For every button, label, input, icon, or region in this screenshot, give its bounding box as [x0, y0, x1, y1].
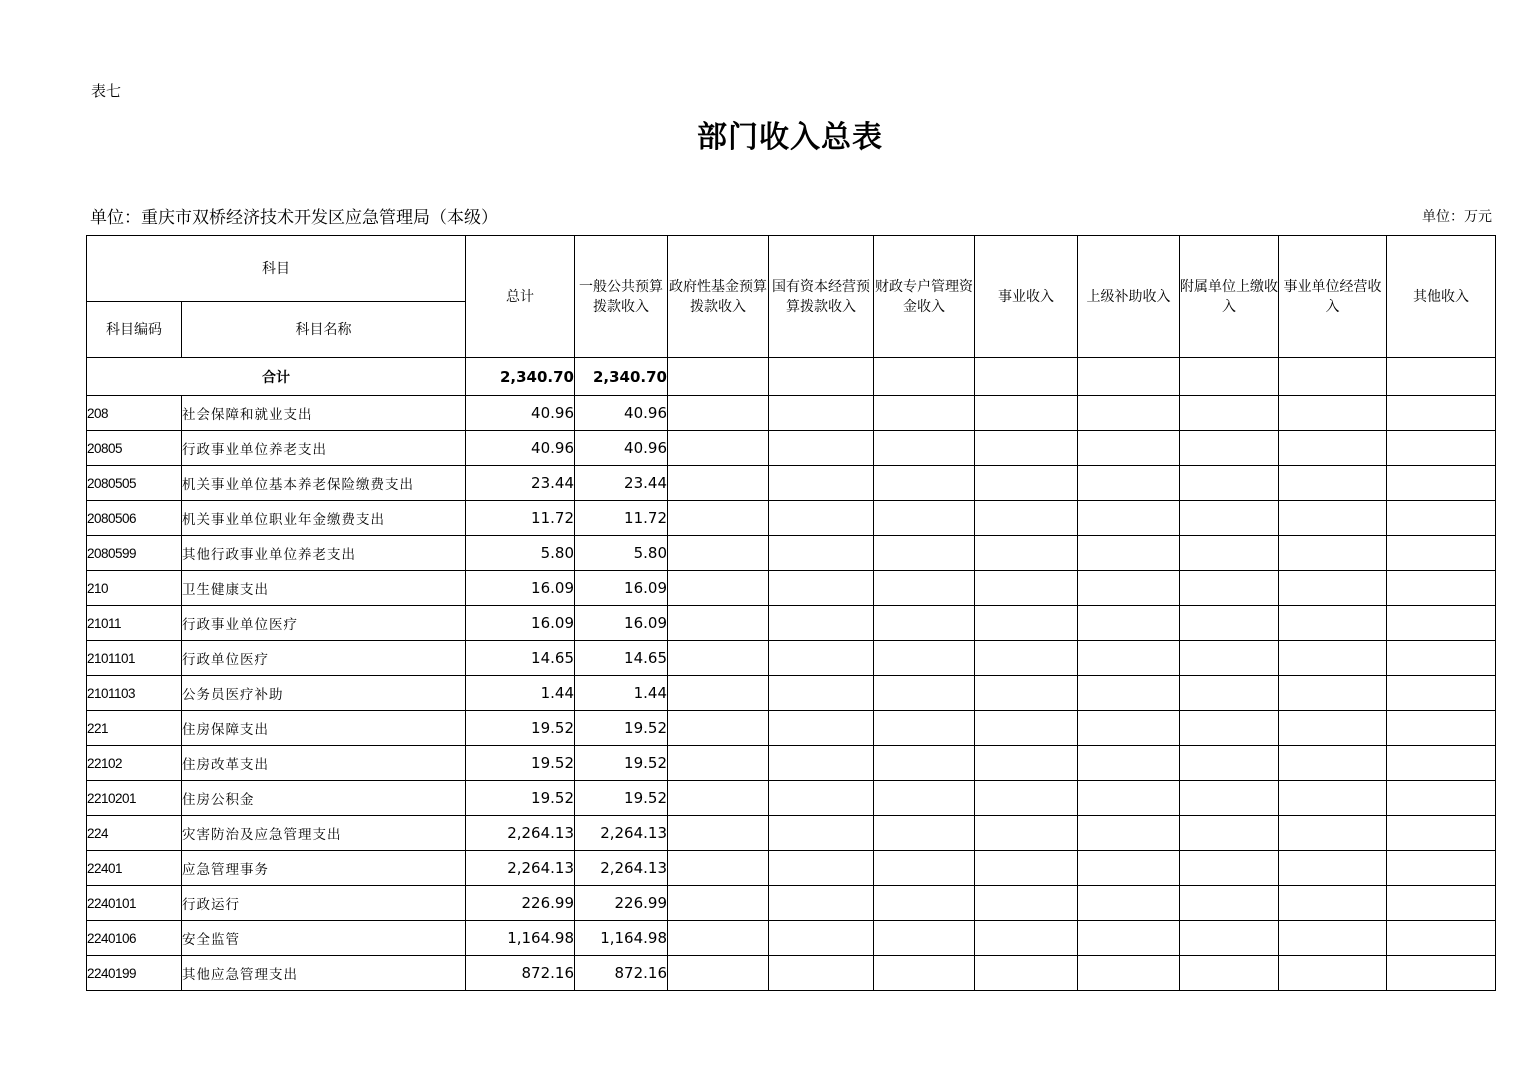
empty-cell: [1078, 921, 1180, 956]
total-cell: 1,164.98: [466, 921, 575, 956]
subject-name-cell: 卫生健康支出: [182, 571, 466, 606]
table-row: [87, 851, 1496, 886]
empty-cell: [874, 396, 975, 431]
total-cell: 11.72: [466, 501, 575, 536]
empty-cell: [769, 536, 874, 571]
subject-code-cell: 2080506: [87, 501, 182, 536]
subject-code-cell: 2101103: [87, 676, 182, 711]
table-row: [87, 746, 1496, 781]
empty-cell: [769, 641, 874, 676]
table-row: [87, 816, 1496, 851]
empty-cell: [1180, 396, 1279, 431]
empty-cell: [769, 358, 874, 396]
empty-cell: [874, 781, 975, 816]
empty-cell: [874, 466, 975, 501]
general-budget-cell: 16.09: [575, 571, 668, 606]
empty-cell: [1279, 641, 1387, 676]
empty-cell: [1078, 396, 1180, 431]
subject-code-cell: 2080505: [87, 466, 182, 501]
subject-name-cell: 行政运行: [182, 886, 466, 921]
empty-cell: [1279, 396, 1387, 431]
empty-cell: [1180, 536, 1279, 571]
total-cell: 19.52: [466, 746, 575, 781]
empty-cell: [1078, 956, 1180, 991]
table-row: [87, 676, 1496, 711]
empty-cell: [1279, 711, 1387, 746]
empty-cell: [975, 886, 1078, 921]
general-budget-cell: 19.52: [575, 711, 668, 746]
empty-cell: [975, 466, 1078, 501]
empty-cell: [1180, 851, 1279, 886]
empty-cell: [1180, 431, 1279, 466]
empty-cell: [1387, 921, 1496, 956]
empty-cell: [1279, 571, 1387, 606]
header-subject-name: 科目名称: [182, 302, 466, 358]
subject-name-cell: 行政单位医疗: [182, 641, 466, 676]
general-budget-cell: 226.99: [575, 886, 668, 921]
empty-cell: [1078, 711, 1180, 746]
empty-cell: [975, 641, 1078, 676]
total-amount: 2,340.70: [466, 358, 575, 396]
total-cell: 23.44: [466, 466, 575, 501]
empty-cell: [1078, 746, 1180, 781]
total-cell: 40.96: [466, 431, 575, 466]
subject-name-cell: 机关事业单位基本养老保险缴费支出: [182, 466, 466, 501]
subject-name-cell: 机关事业单位职业年金缴费支出: [182, 501, 466, 536]
empty-cell: [668, 711, 769, 746]
empty-cell: [1279, 851, 1387, 886]
subject-code-cell: 2080599: [87, 536, 182, 571]
general-budget-cell: 19.52: [575, 781, 668, 816]
empty-cell: [1279, 606, 1387, 641]
page-title: 部门收入总表: [697, 120, 883, 155]
empty-cell: [1387, 606, 1496, 641]
table-row: [87, 641, 1496, 676]
empty-cell: [1387, 676, 1496, 711]
empty-cell: [975, 816, 1078, 851]
empty-cell: [874, 676, 975, 711]
empty-cell: [874, 358, 975, 396]
income-summary-table: [86, 235, 1496, 991]
total-general-budget: 2,340.70: [575, 358, 668, 396]
subject-code-cell: 2101101: [87, 641, 182, 676]
subject-code-cell: 208: [87, 396, 182, 431]
subject-name-cell: 住房改革支出: [182, 746, 466, 781]
empty-cell: [1180, 886, 1279, 921]
subject-code-cell: 2240106: [87, 921, 182, 956]
total-cell: 19.52: [466, 781, 575, 816]
empty-cell: [975, 711, 1078, 746]
empty-cell: [1078, 501, 1180, 536]
unit-organization: 单位：重庆市双桥经济技术开发区应急管理局（本级）: [90, 208, 498, 228]
empty-cell: [874, 711, 975, 746]
empty-cell: [1387, 816, 1496, 851]
subject-code-cell: 2240199: [87, 956, 182, 991]
empty-cell: [1078, 358, 1180, 396]
empty-cell: [874, 921, 975, 956]
subject-code-cell: 2240101: [87, 886, 182, 921]
total-cell: 19.52: [466, 711, 575, 746]
empty-cell: [1387, 956, 1496, 991]
table-row: [87, 571, 1496, 606]
general-budget-cell: 5.80: [575, 536, 668, 571]
empty-cell: [874, 851, 975, 886]
empty-cell: [769, 431, 874, 466]
subject-code-cell: 22401: [87, 851, 182, 886]
general-budget-cell: 2,264.13: [575, 851, 668, 886]
subject-code-cell: 20805: [87, 431, 182, 466]
empty-cell: [769, 711, 874, 746]
total-cell: 16.09: [466, 571, 575, 606]
empty-cell: [1279, 921, 1387, 956]
empty-cell: [769, 466, 874, 501]
empty-cell: [874, 536, 975, 571]
empty-cell: [769, 746, 874, 781]
empty-cell: [769, 571, 874, 606]
empty-cell: [668, 571, 769, 606]
empty-cell: [975, 431, 1078, 466]
empty-cell: [668, 466, 769, 501]
empty-cell: [975, 956, 1078, 991]
subject-name-cell: 安全监管: [182, 921, 466, 956]
empty-cell: [975, 571, 1078, 606]
empty-cell: [1078, 781, 1180, 816]
empty-cell: [769, 606, 874, 641]
table-row: [87, 711, 1496, 746]
empty-cell: [1279, 501, 1387, 536]
empty-cell: [874, 606, 975, 641]
empty-cell: [1180, 358, 1279, 396]
empty-cell: [1279, 536, 1387, 571]
empty-cell: [668, 816, 769, 851]
empty-cell: [668, 676, 769, 711]
empty-cell: [769, 921, 874, 956]
empty-cell: [1180, 571, 1279, 606]
empty-cell: [1078, 466, 1180, 501]
empty-cell: [668, 396, 769, 431]
empty-cell: [1279, 676, 1387, 711]
empty-cell: [975, 501, 1078, 536]
empty-cell: [874, 816, 975, 851]
empty-cell: [975, 921, 1078, 956]
empty-cell: [1180, 746, 1279, 781]
empty-cell: [1279, 358, 1387, 396]
header-operating-income: 事业单位经营收入: [1279, 236, 1387, 358]
empty-cell: [769, 781, 874, 816]
empty-cell: [1078, 571, 1180, 606]
subject-code-cell: 21011: [87, 606, 182, 641]
general-budget-cell: 40.96: [575, 396, 668, 431]
empty-cell: [1078, 851, 1180, 886]
subject-name-cell: 社会保障和就业支出: [182, 396, 466, 431]
empty-cell: [1387, 501, 1496, 536]
total-cell: 1.44: [466, 676, 575, 711]
empty-cell: [1387, 641, 1496, 676]
subject-name-cell: 行政事业单位医疗: [182, 606, 466, 641]
empty-cell: [1387, 746, 1496, 781]
empty-cell: [1078, 886, 1180, 921]
unit-currency: 单位：万元: [1422, 209, 1492, 225]
empty-cell: [1078, 676, 1180, 711]
subject-name-cell: 住房保障支出: [182, 711, 466, 746]
empty-cell: [1387, 358, 1496, 396]
empty-cell: [668, 851, 769, 886]
header-total: 总计: [466, 236, 575, 358]
empty-cell: [1180, 466, 1279, 501]
header-state-capital: 国有资本经营预算拨款收入: [769, 236, 874, 358]
total-row: [87, 358, 1496, 396]
empty-cell: [975, 781, 1078, 816]
table-row: [87, 466, 1496, 501]
total-cell: 2,264.13: [466, 851, 575, 886]
total-cell: 2,264.13: [466, 816, 575, 851]
header-superior-subsidy: 上级补助收入: [1078, 236, 1180, 358]
subject-code-cell: 210: [87, 571, 182, 606]
header-subject-code: 科目编码: [87, 302, 182, 358]
empty-cell: [668, 746, 769, 781]
general-budget-cell: 19.52: [575, 746, 668, 781]
general-budget-cell: 40.96: [575, 431, 668, 466]
empty-cell: [1387, 396, 1496, 431]
general-budget-cell: 1.44: [575, 676, 668, 711]
empty-cell: [668, 431, 769, 466]
empty-cell: [668, 358, 769, 396]
empty-cell: [1078, 431, 1180, 466]
empty-cell: [769, 396, 874, 431]
empty-cell: [1387, 886, 1496, 921]
empty-cell: [874, 956, 975, 991]
total-cell: 5.80: [466, 536, 575, 571]
empty-cell: [975, 851, 1078, 886]
empty-cell: [1180, 676, 1279, 711]
table-row: [87, 781, 1496, 816]
empty-cell: [1078, 536, 1180, 571]
subject-code-cell: 221: [87, 711, 182, 746]
empty-cell: [1180, 816, 1279, 851]
total-cell: 16.09: [466, 606, 575, 641]
empty-cell: [668, 781, 769, 816]
subject-code-cell: 224: [87, 816, 182, 851]
subject-code-cell: 2210201: [87, 781, 182, 816]
general-budget-cell: 872.16: [575, 956, 668, 991]
subject-name-cell: 其他行政事业单位养老支出: [182, 536, 466, 571]
empty-cell: [769, 956, 874, 991]
empty-cell: [769, 816, 874, 851]
general-budget-cell: 1,164.98: [575, 921, 668, 956]
general-budget-cell: 16.09: [575, 606, 668, 641]
header-general-budget: 一般公共预算拨款收入: [575, 236, 668, 358]
header-special-fund: 财政专户管理资金收入: [874, 236, 975, 358]
empty-cell: [1180, 781, 1279, 816]
empty-cell: [975, 676, 1078, 711]
general-budget-cell: 23.44: [575, 466, 668, 501]
table-row: [87, 921, 1496, 956]
empty-cell: [1279, 781, 1387, 816]
table-row: [87, 501, 1496, 536]
total-cell: 14.65: [466, 641, 575, 676]
empty-cell: [668, 921, 769, 956]
empty-cell: [769, 886, 874, 921]
subject-name-cell: 住房公积金: [182, 781, 466, 816]
empty-cell: [1180, 501, 1279, 536]
table-row: [87, 886, 1496, 921]
empty-cell: [1078, 641, 1180, 676]
empty-cell: [769, 851, 874, 886]
empty-cell: [874, 431, 975, 466]
table-row: [87, 431, 1496, 466]
table-row: [87, 956, 1496, 991]
general-budget-cell: 14.65: [575, 641, 668, 676]
total-cell: 226.99: [466, 886, 575, 921]
empty-cell: [1279, 746, 1387, 781]
empty-cell: [975, 606, 1078, 641]
empty-cell: [1180, 956, 1279, 991]
header-business-income: 事业收入: [975, 236, 1078, 358]
subject-name-cell: 应急管理事务: [182, 851, 466, 886]
empty-cell: [874, 501, 975, 536]
table-row: [87, 396, 1496, 431]
empty-cell: [1387, 466, 1496, 501]
empty-cell: [1279, 431, 1387, 466]
subject-name-cell: 灾害防治及应急管理支出: [182, 816, 466, 851]
empty-cell: [1180, 641, 1279, 676]
header-affiliate-income: 附属单位上缴收入: [1180, 236, 1279, 358]
header-subject: 科目: [87, 236, 466, 302]
empty-cell: [1279, 466, 1387, 501]
subject-name-cell: 其他应急管理支出: [182, 956, 466, 991]
total-label: 合计: [87, 358, 466, 396]
empty-cell: [874, 746, 975, 781]
empty-cell: [668, 886, 769, 921]
empty-cell: [1078, 606, 1180, 641]
empty-cell: [1279, 886, 1387, 921]
empty-cell: [668, 641, 769, 676]
empty-cell: [1387, 536, 1496, 571]
form-number: 表七: [91, 82, 122, 100]
empty-cell: [1387, 711, 1496, 746]
empty-cell: [769, 676, 874, 711]
empty-cell: [874, 571, 975, 606]
header-other-income: 其他收入: [1387, 236, 1496, 358]
table-row: [87, 536, 1496, 571]
empty-cell: [874, 886, 975, 921]
general-budget-cell: 2,264.13: [575, 816, 668, 851]
empty-cell: [1387, 781, 1496, 816]
empty-cell: [668, 606, 769, 641]
empty-cell: [1180, 921, 1279, 956]
subject-code-cell: 22102: [87, 746, 182, 781]
empty-cell: [1387, 851, 1496, 886]
empty-cell: [975, 358, 1078, 396]
empty-cell: [1180, 606, 1279, 641]
empty-cell: [769, 501, 874, 536]
empty-cell: [668, 501, 769, 536]
empty-cell: [1180, 711, 1279, 746]
empty-cell: [1279, 816, 1387, 851]
general-budget-cell: 11.72: [575, 501, 668, 536]
header-gov-fund: 政府性基金预算拨款收入: [668, 236, 769, 358]
empty-cell: [975, 396, 1078, 431]
empty-cell: [1387, 431, 1496, 466]
empty-cell: [668, 536, 769, 571]
subject-name-cell: 公务员医疗补助: [182, 676, 466, 711]
table-row: [87, 606, 1496, 641]
total-cell: 872.16: [466, 956, 575, 991]
empty-cell: [975, 746, 1078, 781]
total-cell: 40.96: [466, 396, 575, 431]
empty-cell: [1078, 816, 1180, 851]
empty-cell: [874, 641, 975, 676]
empty-cell: [668, 956, 769, 991]
empty-cell: [1279, 956, 1387, 991]
empty-cell: [975, 536, 1078, 571]
empty-cell: [1387, 571, 1496, 606]
subject-name-cell: 行政事业单位养老支出: [182, 431, 466, 466]
